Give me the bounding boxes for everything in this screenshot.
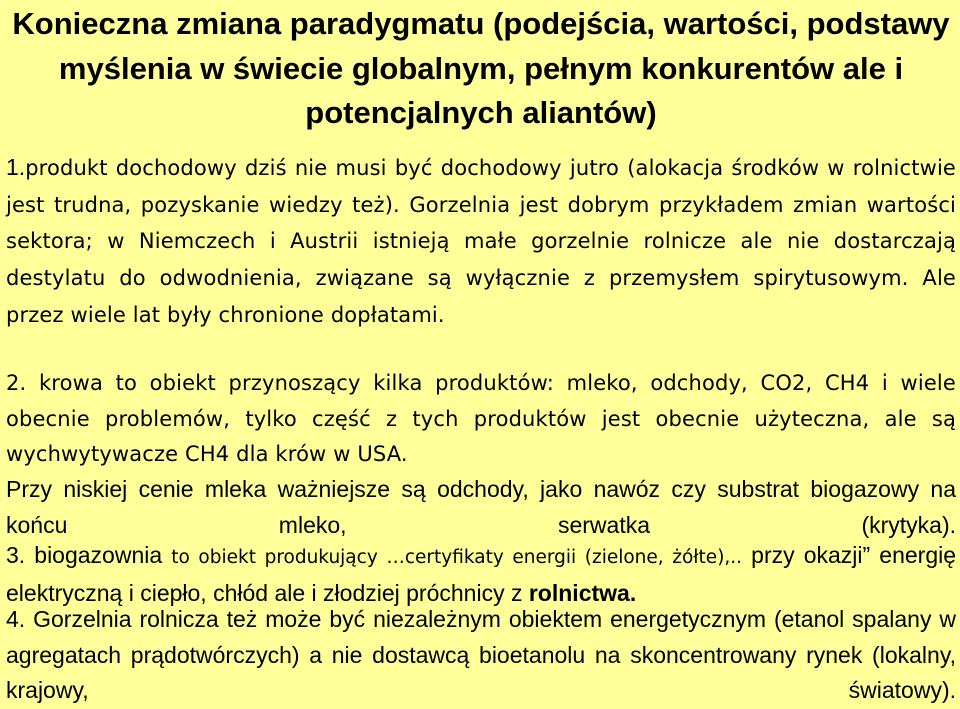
slide-title: Konieczna zmiana paradygmatu (podejścia, wartości, podstawy myślenia w świecie globalnym, pełnym konkurentów ale i potencjalnych aliantów): [12, 6, 950, 130]
paragraph-3: Przy niskiej cenie mleka ważniejsze są odchody, jako nawóz czy substrat biogazowy na końcu mleko, serwatka (krytyka).: [6, 476, 956, 538]
paragraph-5: 4. Gorzelnia rolnicza też może być niezależnym obiektem energetycznym (etanol spalany w agregatach prądotwórczych) a nie dostawcą bioetanolu na skoncentrowany rynek (lokalny, krajowy, światowy).: [6, 606, 956, 704]
paragraph-4-tail: przy okazji” energię elektryczną i ciepło, chłód ale i złodziej próchnicy z: [6, 542, 957, 606]
paragraph-1-number: 1.: [6, 154, 26, 180]
paragraph-2: 2. krowa to obiekt przynoszący kilka produktów: mleko, odchody, CO2, CH4 i wiele obecnie problemów, tylko część z tych produktów jest obecnie użyteczna, ale są wychwytywacze CH4 dla krów w USA.: [6, 371, 956, 467]
paragraph-4: [6, 538, 956, 611]
paragraph-1-text: produkt dochodowy dziś nie musi być dochodowy jutro (alokacja środków w rolnictwie jest trudna, pozyskanie wiedzy też). Gorzelnia jest dobrym przykładem zmian wartości sektora; w Niemczech i Austrii istnieją małe gorzelnie rolnicze ale nie dostarczają destylatu do odwodnienia, związane są wyłącznie z przemysłem spirytusowym. Ale przez wiele lat były chronione dopłatami.: [6, 156, 956, 327]
paragraph-4-lead: 3. biogazownia: [6, 542, 172, 568]
paragraph-4-bold: rolnictwa.: [528, 579, 637, 606]
paragraph-4-middle: to obiekt produkujący …certyfikaty energii (zielone, żółte),..: [171, 547, 743, 568]
paragraph-1: [6, 150, 956, 334]
